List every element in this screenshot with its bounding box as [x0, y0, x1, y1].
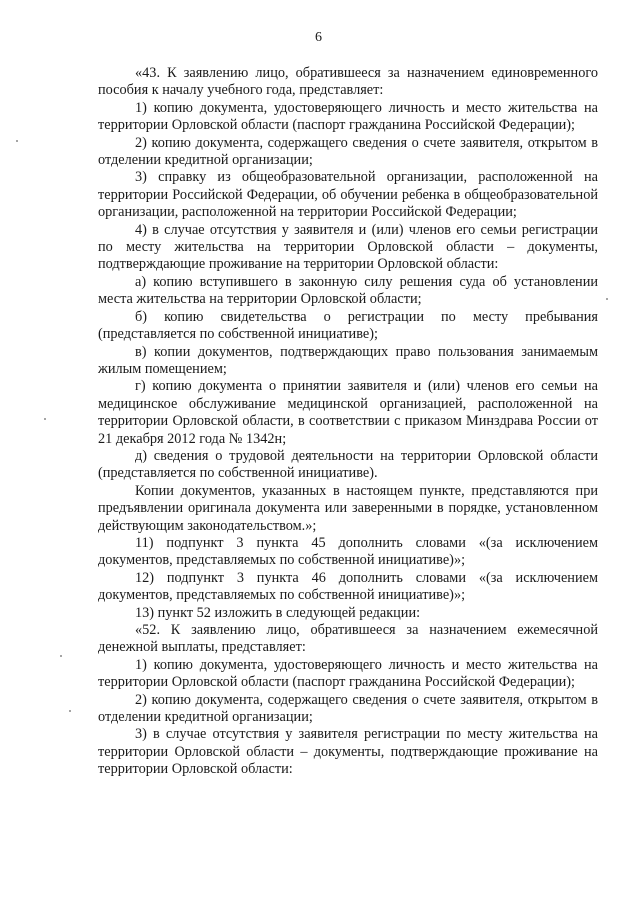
paragraph-43-intro: «43. К заявлению лицо, обратившееся за назначением единовременного пособия к началу учебного года, представляет: [98, 65, 598, 99]
document-body [98, 65, 598, 779]
page-number: 6 [315, 30, 322, 45]
scan-speck [16, 140, 18, 142]
paragraph-43-item-4d: д) сведения о трудовой деятельности на территории Орловской области (представляется по собственной инициативе). [98, 447, 598, 482]
amendment-12: 12) подпункт 3 пункта 46 дополнить словами «(за исключением документов, представляемых по собственной инициативе)»; [98, 569, 598, 604]
paragraph-43-item-1: 1) копию документа, удостоверяющего личность и место жительства на территории Орловской области (паспорт гражданина Российской Федерации); [98, 99, 598, 134]
paragraph-43-copies-note: Копии документов, указанных в настоящем пункте, представляются при предъявлении оригинала документа или заверенными в порядке, установленном действующим законодательством.»; [98, 482, 598, 534]
amendment-13: 13) пункт 52 изложить в следующей редакции: [135, 604, 421, 621]
paragraph-52-item-1: 1) копию документа, удостоверяющего личность и место жительства на территории Орловской области (паспорт гражданина Российской Федерации); [98, 656, 598, 691]
paragraph-43-item-4v: в) копии документов, подтверждающих право пользования занимаемым жилым помещением; [98, 343, 598, 377]
paragraph-43-item-2: 2) копию документа, содержащего сведения о счете заявителя, открытом в отделении кредитной организации; [98, 134, 598, 169]
amendment-11: 11) подпункт 3 пункта 45 дополнить словами «(за исключением документов, представляемых по собственной инициативе)»; [98, 534, 598, 569]
paragraph-43-item-3: 3) справку из общеобразовательной организации, расположенной на территории Российской Федерации, об обучении ребенка в общеобразовательной организации, расположенной на территории Российской Федерации; [98, 169, 598, 221]
paragraph-52-item-2: 2) копию документа, содержащего сведения о счете заявителя, открытом в отделении кредитной организации; [98, 691, 598, 726]
scan-speck [60, 655, 62, 657]
paragraph-43-item-4: 4) в случае отсутствия у заявителя и (или) членов его семьи регистрации по месту жительства на территории Орловской области – документы, подтверждающие проживание на территории Орловской области: [98, 221, 598, 273]
scan-speck [606, 298, 608, 300]
scan-speck [69, 710, 71, 712]
scan-speck [44, 418, 46, 420]
paragraph-43-item-4g: г) копию документа о принятии заявителя и (или) членов его семьи на медицинское обслуживание медицинской организацией, расположенной на территории Орловской области, в соответствии с приказом Минздрава России от 21 декабря 2012 года № 1342н; [98, 378, 598, 447]
paragraph-52-intro: «52. К заявлению лицо, обратившееся за назначением ежемесячной денежной выплаты, представляет: [98, 622, 598, 656]
paragraph-43-item-4a: а) копию вступившего в законную силу решения суда об установлении места жительства на территории Орловской области; [98, 273, 598, 308]
paragraph-43-item-4b: б) копию свидетельства о регистрации по месту пребывания (представляется по собственной инициативе); [98, 308, 598, 343]
paragraph-52-item-3: 3) в случае отсутствия у заявителя регистрации по месту жительства на территории Орловской области – документы, подтверждающие проживание на территории Орловской области: [98, 726, 598, 778]
